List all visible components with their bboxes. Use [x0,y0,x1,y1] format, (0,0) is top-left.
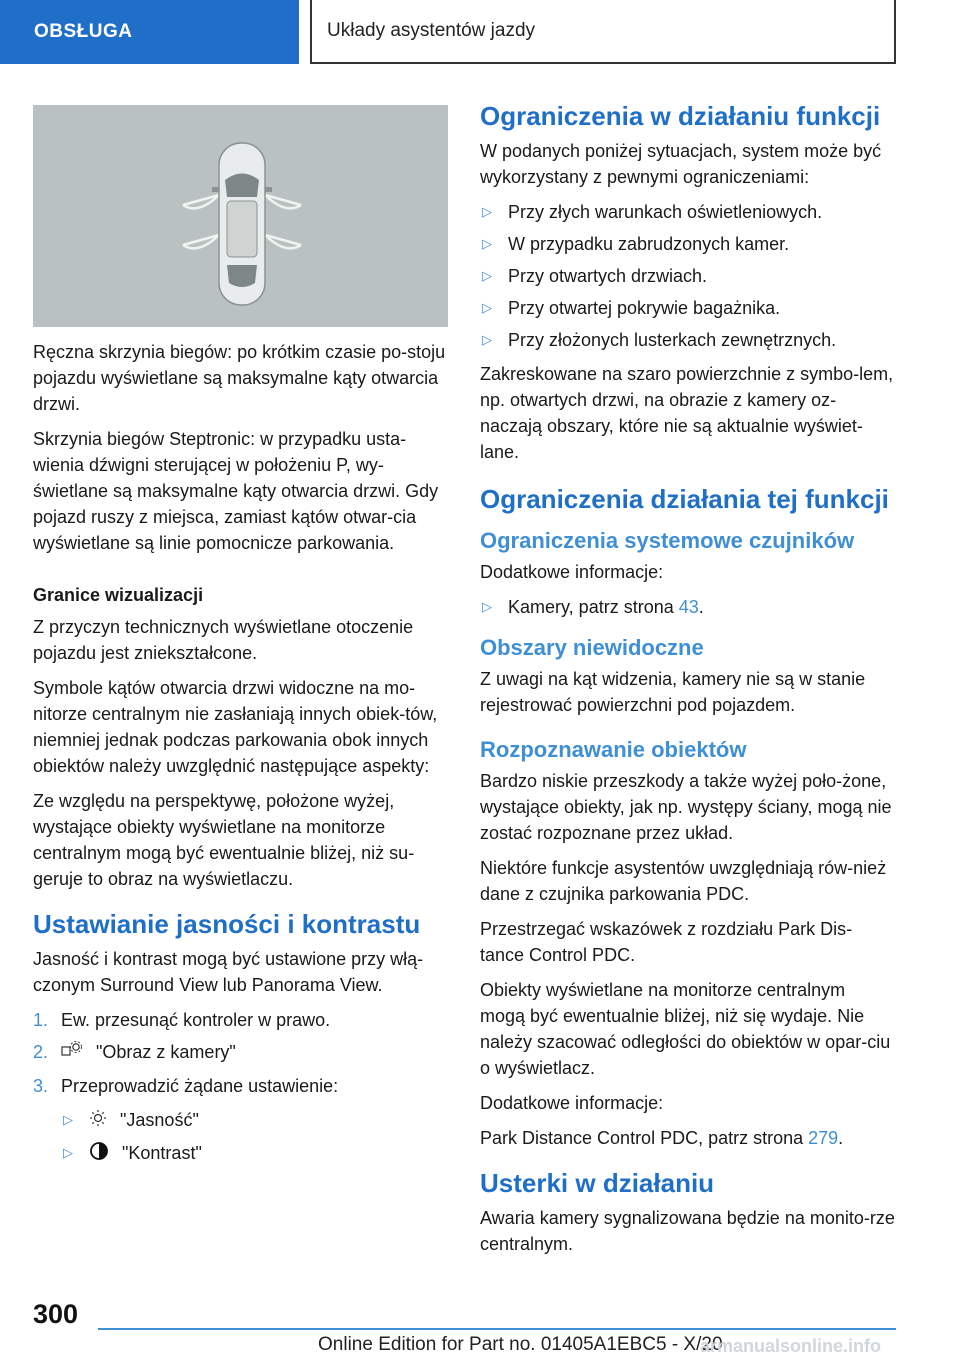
section-tab: OBSŁUGA [0,0,299,64]
list-item-text: Przy otwartych drzwiach. [508,266,708,286]
hatched-areas-text: Zakreskowane na szaro powierzchnie z symbo-lem, np. otwartych drzwi, na obrazie z kamery oz-naczają obszary, które nie są aktualnie wyświet-lane. [480,364,894,462]
list-item-text: W przypadku zabrudzonych kamer. [508,234,790,254]
list-item [33,1107,448,1134]
pdc-page-link[interactable]: 279 [808,1128,839,1148]
pdc-data-text: Niektóre funkcje asystentów uwzględniają rów-nież dane z czujnika parkowania PDC. [480,858,887,904]
low-obstacles-text: Bardzo niskie przeszkody a także wyżej poło-żone, wystające obiekty, jak np. występy ściany, mogą nie zostać rozpoznane przez układ. [480,771,892,843]
more-info-label: Dodatkowe informacje: [480,1093,664,1113]
car-top-view-figure [33,105,448,327]
pdc-ref-text: Park Distance Control PDC, patrz strona [480,1128,809,1148]
perspective-text: Ze względu na perspektywę, położone wyżej, wystające obiekty wyświetlane na monitorze centralnym mogą być ewentualnie bliżej, niż su-geruje to obraz na wyświetlaczu. [33,791,415,889]
pdc-ref-line [480,1125,895,1151]
step-number: 2. [33,1042,49,1062]
door-symbols-text: Symbole kątów otwarcia drzwi widoczne na mo-nitorze centralnym nie zasłaniają innych obiek-tów, niemniej jednak podczas parkowania obok innych obiektów należy uwzględnić następujące aspekty: [33,678,438,776]
technical-reasons-text: Z przyczyn technicznych wyświetlane otoczenie pojazdu jest zniekształcone. [33,617,414,663]
pdc-ref-end: . [838,1128,844,1148]
limits-intro-text: W podanych poniżej sytuacjach, system może być wykorzystany z pewnymi ograniczeniami: [480,141,882,187]
triangle-bullet-icon: ▷ [482,599,492,614]
triangle-bullet-icon: ▷ [63,1111,73,1127]
list-item [480,231,895,257]
cameras-page-link[interactable]: 43 [678,597,699,617]
step-item [33,1007,448,1033]
triangle-bullet-icon: ▷ [482,204,492,219]
list-item [480,327,895,353]
invisible-areas-text: Z uwagi na kąt widzenia, kamery nie są w stanie rejestrować powierzchni pod pojazdem. [480,669,866,715]
step-number: 1. [33,1010,49,1030]
list-item [33,1140,448,1168]
chapter-title: Układy asystentów jazdy [310,0,896,64]
step-item [33,1039,448,1067]
camera-failure-text: Awaria kamery sygnalizowana będzie na monito-rze centralnym. [480,1208,895,1254]
footer-divider [98,1328,896,1330]
list-item-text: Przy złożonych lusterkach zewnętrznych. [508,330,837,350]
list-item [480,594,895,620]
option-text: "Kontrast" [122,1143,202,1163]
step-item [33,1073,448,1099]
list-item [480,295,895,321]
car-door-angles-icon [33,105,448,327]
settings-steps [33,1007,448,1099]
page-number: 300 [33,1299,79,1329]
brightness-contrast-heading: Ustawianie jasności i kontrastu [33,909,421,939]
step-text: Przeprowadzić żądane ustawienie: [61,1075,339,1096]
cameras-ref-text: Kamery, patrz strona [508,597,679,617]
brightness-intro-text: Jasność i kontrast mogą być ustawione przy włą-czonym Surround View lub Panorama View. [33,949,424,995]
list-item-text: Przy złych warunkach oświetleniowych. [508,202,823,222]
more-info-label: Dodatkowe informacje: [480,562,664,582]
objects-closer-text: Obiekty wyświetlane na monitorze centralnym mogą być ewentualnie bliżej, niż się wydaje. Nie należy szacować odległości do obiektów w opar-ciu o wyświetlacz. [480,980,891,1078]
triangle-bullet-icon: ▷ [482,332,492,347]
invisible-areas-heading: Obszary niewidoczne [480,635,704,660]
cameras-ref-end: . [698,597,704,617]
list-item-text: Przy otwartej pokrywie bagażnika. [508,298,781,318]
triangle-bullet-icon: ▷ [482,300,492,315]
step-text: "Obraz z kamery" [96,1042,236,1062]
list-item [480,263,895,289]
triangle-bullet-icon: ▷ [482,268,492,283]
pdc-notes-text: Przestrzegać wskazówek z rozdziału Park Dis-tance Control PDC. [480,919,853,965]
triangle-bullet-icon: ▷ [63,1145,73,1160]
system-limits-heading: Ograniczenia działania tej funkcji [480,484,889,514]
contrast-icon [89,1141,109,1168]
step-number: 3. [33,1075,49,1096]
sensor-limits-heading: Ograniczenia systemowe czujników [480,528,855,553]
step-text: Ew. przesunąć kontroler w prawo. [61,1010,331,1030]
edition-note: Online Edition for Part no. 01405A1EBC5 - X/20 [318,1334,723,1355]
visualization-limits-heading: Granice wizualizacji [33,585,204,605]
object-recognition-heading: Rozpoznawanie obiektów [480,737,747,762]
adjustment-options [33,1107,448,1168]
triangle-bullet-icon: ▷ [482,236,492,251]
malfunctions-heading: Usterki w działaniu [480,1168,715,1198]
option-text: "Jasność" [120,1109,199,1130]
left-column [33,105,448,1176]
steptronic-text: Skrzynia biegów Steptronic: w przypadku usta-wienia dźwigni sterującej w położeniu P, wy-świetlane są maksymalne kąty otwarcia drzwi. Gdy pojazd ruszy z miejsca, zamiast kątów otwar-cia wyświetlane są linie pomocnicze parkowania. [33,429,439,553]
right-column [480,100,895,1266]
camera-settings-icon [61,1040,83,1067]
limits-list [480,199,895,353]
list-item [480,199,895,225]
manual-gearbox-text: Ręczna skrzynia biegów: po krótkim czasie po-stoju pojazdu wyświetlane są maksymalne kąty otwarcia drzwi. [33,342,446,414]
watermark: armanualsonline.info [700,1336,882,1356]
function-limits-heading: Ograniczenia w działaniu funkcji [480,101,881,131]
cameras-ref-list [480,594,895,620]
brightness-icon [89,1108,107,1134]
